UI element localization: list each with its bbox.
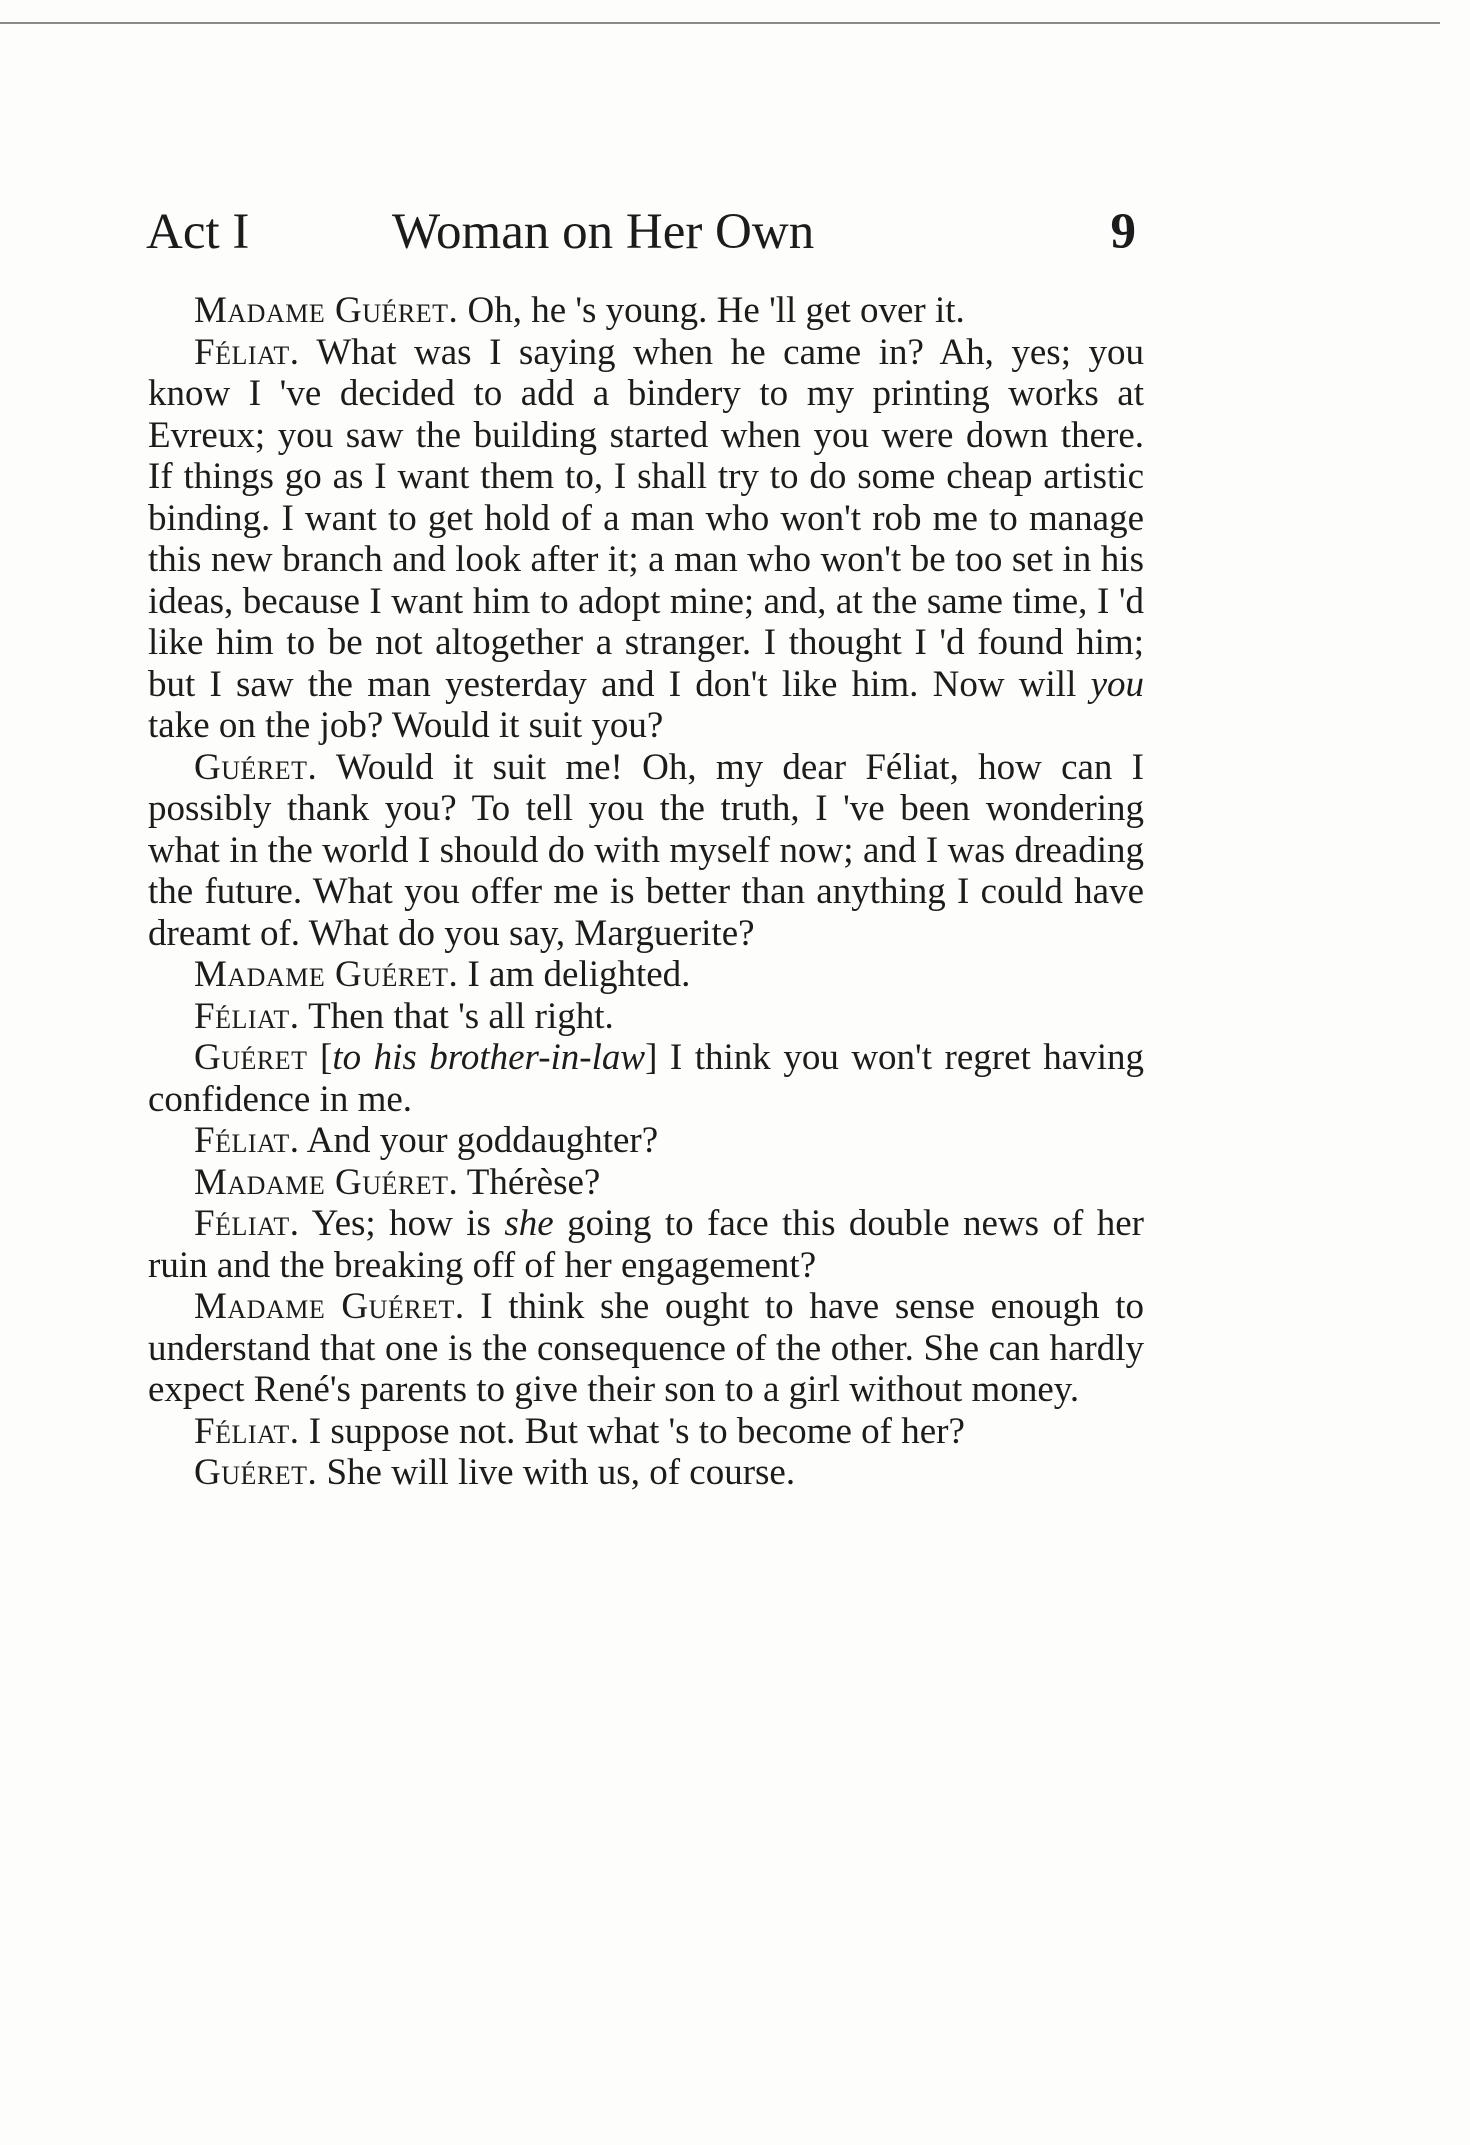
speech-paragraph bbox=[148, 1411, 1144, 1453]
speaker-name: Féliat. bbox=[194, 1203, 300, 1244]
speaker-name: Féliat. bbox=[194, 1410, 300, 1452]
italic-text: you bbox=[1090, 663, 1144, 705]
speech-paragraph bbox=[148, 1037, 1144, 1120]
speech-paragraph bbox=[148, 1120, 1144, 1162]
speech-paragraph bbox=[148, 1452, 1144, 1494]
speech-text: Oh, he 's young. He 'll get over it. bbox=[458, 290, 965, 331]
speech-paragraph bbox=[148, 747, 1144, 955]
speech-text: She will live with us, of course. bbox=[317, 1452, 796, 1493]
speaker-name: Madame Guéret. bbox=[194, 1161, 459, 1203]
speech-text: Yes; how is bbox=[299, 1203, 505, 1244]
speech-text: Thérèse? bbox=[458, 1161, 601, 1203]
italic-text: to his brother-in-law bbox=[332, 1037, 646, 1078]
speech-paragraph bbox=[148, 1162, 1144, 1204]
speech-paragraph bbox=[148, 1286, 1144, 1411]
speech-text: [ bbox=[307, 1037, 333, 1078]
speech-text: I am delighted. bbox=[458, 954, 691, 995]
speech-paragraph bbox=[148, 954, 1144, 996]
speaker-name: Guéret. bbox=[194, 746, 318, 788]
speech-paragraph bbox=[148, 1203, 1144, 1286]
speech-text: And your goddaughter? bbox=[299, 1120, 659, 1161]
speech-text: I think she ought to have sense enough to understand that one is the consequence of the other. She can hardly expect René's parents to give their son to a girl without money. bbox=[148, 1286, 1144, 1410]
speaker-name: Madame Guéret. bbox=[194, 290, 459, 331]
speaker-name: Guéret bbox=[194, 1037, 308, 1078]
speaker-name: Madame Guéret. bbox=[194, 1286, 465, 1327]
speaker-name: Guéret. bbox=[194, 1452, 318, 1493]
speech-text: ] I think you won't regret having confidence in me. bbox=[148, 1037, 1144, 1120]
speech-paragraph bbox=[148, 332, 1144, 747]
speech-paragraph bbox=[148, 290, 1144, 332]
speaker-name: Féliat. bbox=[194, 1120, 300, 1161]
page-number: 9 bbox=[1110, 204, 1136, 260]
dialogue-body bbox=[148, 290, 1144, 1494]
speaker-name: Féliat. bbox=[194, 995, 300, 1037]
speaker-name: Madame Guéret. bbox=[194, 954, 459, 995]
speech-text: Then that 's all right. bbox=[299, 995, 614, 1037]
speech-paragraph bbox=[148, 996, 1144, 1038]
running-header bbox=[146, 200, 1136, 264]
speech-text: What was I saying when he came in? Ah, yes; you know I 've decided to add a bindery to my printing works at Evreux; you saw the building started when you were down there. If things go as I want them to, I shall try to do some cheap artistic binding. I want to get hold of a man who won't rob me to manage this new branch and look after it; a man who won't be too set in his ideas, because I want him to adopt mine; and, at the same time, I 'd like him to be not altogether a stranger. I thought I 'd found him; but I saw the man yesterday and I don't like him. Now will bbox=[148, 331, 1144, 705]
speech-text: going to face this double news of her ruin and the breaking off of her engagement? bbox=[148, 1203, 1144, 1286]
italic-text: she bbox=[504, 1203, 554, 1244]
top-rule bbox=[0, 22, 1440, 24]
speech-text: I suppose not. But what 's to become of her? bbox=[299, 1410, 965, 1452]
book-title: Woman on Her Own bbox=[392, 204, 815, 260]
speech-text: Would it suit me! Oh, my dear Féliat, how can I possibly thank you? To tell you the truth, I 've been wondering what in the world I should do with myself now; and I was dreading the future. What you offer me is better than anything I could have dreamt of. What do you say, Marguerite? bbox=[148, 746, 1144, 954]
speaker-name: Féliat. bbox=[194, 331, 300, 373]
act-label: Act I bbox=[146, 204, 250, 260]
speech-text: take on the job? Would it suit you? bbox=[148, 705, 664, 746]
